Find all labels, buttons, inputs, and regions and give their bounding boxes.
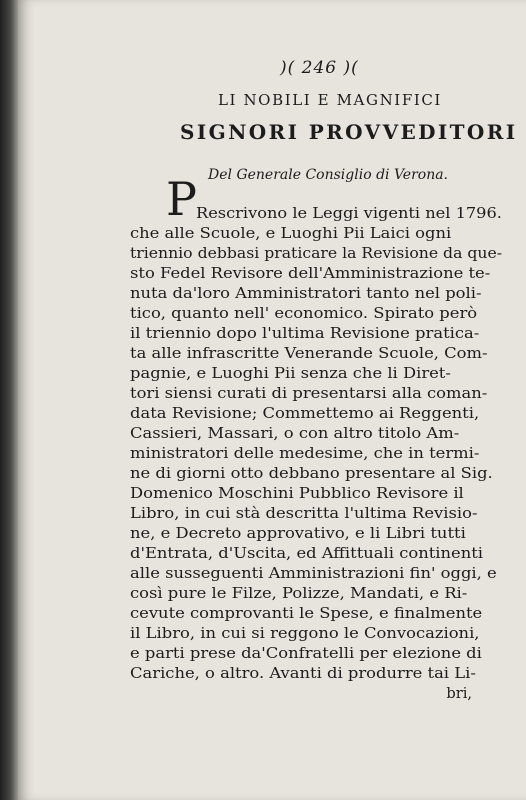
- body-line: bri,: [446, 685, 472, 702]
- drop-cap: P: [166, 172, 197, 226]
- body-line: tico, quanto nell' economico. Spirato però: [130, 305, 478, 322]
- body-line: data Revisione; Commettemo ai Reggenti,: [130, 405, 480, 422]
- body-line: Rescrivono le Leggi vigenti nel 1796.: [196, 205, 502, 222]
- body-line: sto Fedel Revisore dell'Amministrazione te-: [130, 265, 491, 282]
- body-line: triennio debbasi praticare la Revisione da que-: [130, 245, 503, 262]
- body-line: ne di giorni otto debbano presentare al Sig.: [130, 465, 493, 482]
- body-line: ne, e Decreto approvativo, e li Libri tutti: [130, 525, 466, 542]
- body-line: così pure le Filze, Polizze, Mandati, e Ri-: [130, 585, 468, 602]
- body-line: cevute comprovanti le Spese, e finalmente: [130, 605, 483, 622]
- body-line: e parti prese da'Confratelli per elezione di: [130, 645, 482, 662]
- heading-line-2: SIGNORI PROVVEDITORI: [180, 120, 518, 144]
- body-line: d'Entrata, d'Uscita, ed Affittuali continenti: [130, 545, 484, 562]
- subtitle: Del Generale Consiglio di Verona.: [208, 167, 449, 183]
- heading-line-1: LI NOBILI E MAGNIFICI: [218, 91, 442, 109]
- book-spine-shadow: [0, 0, 18, 800]
- page-number: )( 246 )(: [280, 58, 359, 78]
- body-line: ta alle infrascritte Venerande Scuole, Com-: [130, 345, 488, 362]
- body-line: pagnie, e Luoghi Pii senza che li Diret-: [130, 365, 451, 382]
- body-line: alle susseguenti Amministrazioni fin' oggi, e: [130, 565, 497, 582]
- body-line: tori siensi curati di presentarsi alla coman-: [130, 385, 488, 402]
- body-line: nuta da'loro Amministratori tanto nel poli-: [130, 285, 482, 302]
- body-line: Domenico Moschini Pubblico Revisore il: [130, 485, 464, 502]
- body-line: che alle Scuole, e Luoghi Pii Laici ogni: [130, 225, 452, 242]
- body-line: Libro, in cui stà descritta l'ultima Revisio-: [130, 505, 478, 522]
- body-line: ministratori delle medesime, che in termi-: [130, 445, 480, 462]
- body-line: Cassieri, Massari, o con altro titolo Am-: [130, 425, 460, 442]
- body-line: il triennio dopo l'ultima Revisione pratica-: [130, 325, 480, 342]
- body-text: [130, 204, 502, 704]
- body-line: il Libro, in cui si reggono le Convocazioni,: [130, 625, 480, 642]
- body-line: Cariche, o altro. Avanti di produrre tai Li-: [130, 665, 476, 682]
- document-page: [18, 0, 526, 800]
